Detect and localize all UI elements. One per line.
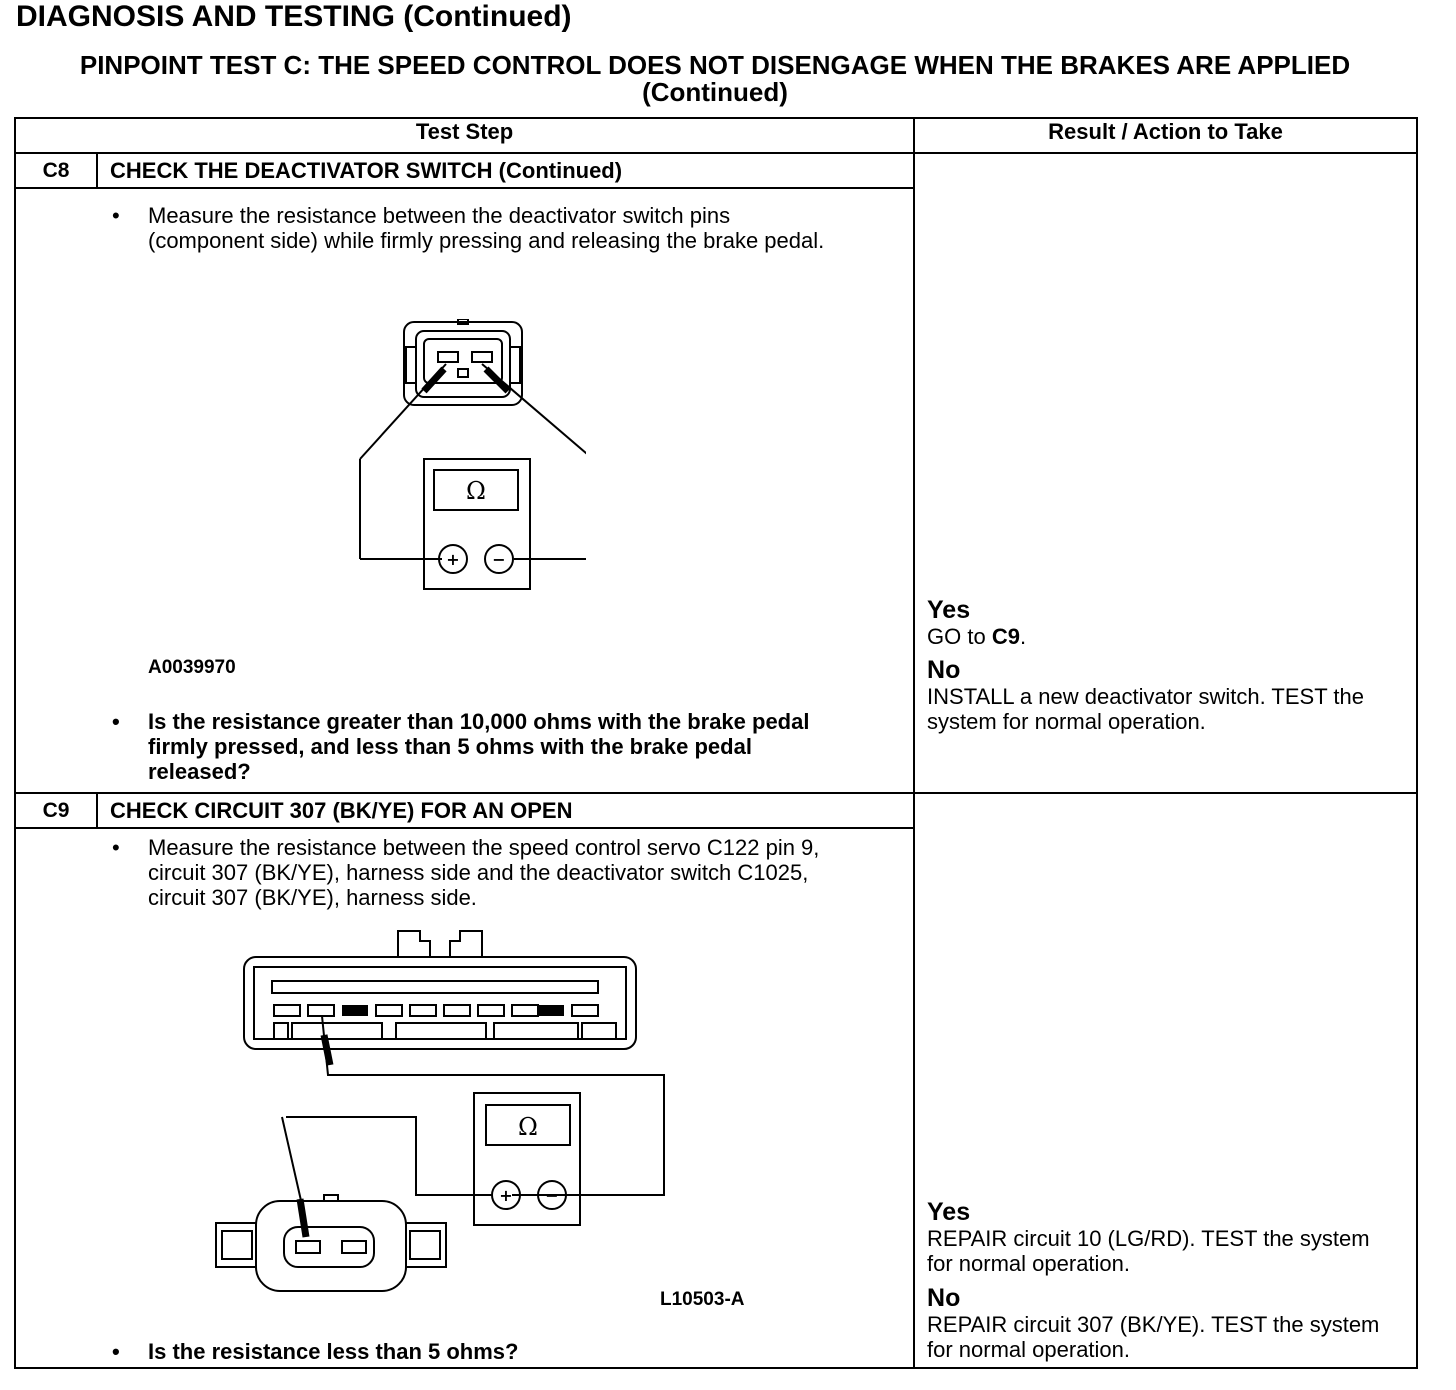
result-no-block <box>927 656 1397 734</box>
servo-lower-slot <box>292 1023 382 1039</box>
step-instruction <box>16 203 848 253</box>
step-instruction <box>16 835 868 910</box>
servo-and-switch-figure <box>212 925 672 1295</box>
deactivator-connector-c1025 <box>256 1201 406 1291</box>
result-no-label: No <box>927 656 961 684</box>
pinpoint-test-table <box>14 117 1418 1369</box>
instruction-text: Measure the resistance between the speed control servo C122 pin 9, circuit 307 (BK/YE), harness side and the deactivator switch C1025, circuit 307 (BK/YE), harness side. <box>148 835 820 910</box>
question-text: Is the resistance less than 5 ohms? <box>148 1339 519 1364</box>
result-yes-action: REPAIR circuit 10 (LG/RD). TEST the system for normal operation. <box>927 1226 1370 1276</box>
instruction-text: Measure the resistance between the deactivator switch pins (component side) while firmly pressing and releasing the brake pedal. <box>148 203 825 253</box>
deactivator-switch-figure <box>336 319 586 604</box>
question-text: Is the resistance greater than 10,000 ohms with the brake pedal firmly pressed, and less than 5 ohms with the brake pedal released? <box>148 709 810 784</box>
table-header-row <box>15 118 1417 153</box>
bullet: • <box>112 835 120 860</box>
servo-pin-filled <box>538 1005 564 1016</box>
ohm-symbol: Ω <box>466 477 486 505</box>
result-yes-label: Yes <box>927 596 971 624</box>
result-yes-block <box>927 596 1026 649</box>
servo-pin <box>512 1005 538 1016</box>
page-title: DIAGNOSIS AND TESTING (Continued) <box>16 0 572 33</box>
step-c9-body-cell <box>15 828 914 1368</box>
figure-label: A0039970 <box>148 657 236 678</box>
step-id: C9 <box>15 793 97 828</box>
servo-pin <box>444 1005 470 1016</box>
result-no-block <box>927 1284 1397 1362</box>
servo-pin-9 <box>308 1005 334 1016</box>
step-heading: CHECK THE DEACTIVATOR SWITCH (Continued) <box>97 153 914 188</box>
connector-outline <box>404 322 522 405</box>
switch-pin-right <box>342 1241 366 1253</box>
test-title-line1: PINPOINT TEST C: THE SPEED CONTROL DOES NOT DISENGAGE WHEN THE BRAKES ARE APPLIED <box>79 50 1351 80</box>
probe-tip-right <box>486 369 508 391</box>
servo-pin <box>376 1005 402 1016</box>
step-c9-heading-row <box>15 793 1417 828</box>
bullet: • <box>112 203 120 228</box>
switch-pin-left <box>296 1241 320 1253</box>
connector-latch-left <box>406 347 416 383</box>
result-yes-action <box>927 624 1026 649</box>
plus-symbol: + <box>499 1186 513 1205</box>
step-c8-heading-row <box>15 153 1417 188</box>
servo-connector-slot <box>272 981 598 993</box>
switch-pin-right <box>472 352 492 362</box>
result-no-action: REPAIR circuit 307 (BK/YE). TEST the system for normal operation. <box>927 1312 1380 1362</box>
step-c9-result-cell <box>914 793 1417 1368</box>
servo-pin <box>410 1005 436 1016</box>
servo-latch-right <box>450 931 482 957</box>
figure-label: L10503-A <box>660 1289 745 1310</box>
step-c8-result-cell <box>914 153 1417 793</box>
step-question <box>16 1339 848 1364</box>
ohm-symbol: Ω <box>518 1113 538 1141</box>
result-yes-block <box>927 1198 1397 1276</box>
minus-symbol: − <box>545 1186 559 1205</box>
switch-key <box>324 1195 338 1201</box>
result-yes-label: Yes <box>927 1198 971 1226</box>
servo-lower-slot <box>396 1023 486 1039</box>
switch-pin-left <box>438 352 458 362</box>
servo-latch-left <box>398 931 430 957</box>
probe-tip-left <box>424 369 444 391</box>
deactivator-cavity <box>284 1227 374 1267</box>
servo-pin <box>274 1005 300 1016</box>
test-title-line2: (Continued) <box>642 77 788 107</box>
servo-lower-slot <box>494 1023 578 1039</box>
yes-action-prefix: GO to <box>927 624 992 649</box>
step-c8-body-cell <box>15 188 914 793</box>
goto-step-link[interactable]: C9 <box>991 624 1020 649</box>
servo-pin-filled <box>342 1005 368 1016</box>
switch-tab-right-inner <box>410 1231 440 1259</box>
servo-connector-face <box>254 967 626 1039</box>
bullet: • <box>112 1339 120 1364</box>
pinpoint-test-title <box>14 52 1416 106</box>
servo-pin <box>478 1005 504 1016</box>
servo-lower-slot <box>582 1023 616 1039</box>
bullet: • <box>112 709 120 734</box>
step-heading: CHECK CIRCUIT 307 (BK/YE) FOR AN OPEN <box>97 793 914 828</box>
plus-symbol: + <box>446 550 460 569</box>
servo-lower-slot <box>274 1023 288 1039</box>
step-question <box>16 709 848 784</box>
minus-symbol: − <box>492 550 506 569</box>
switch-tab-left-inner <box>222 1231 252 1259</box>
servo-pin <box>572 1005 598 1016</box>
wire-switch-to-meter <box>282 1117 492 1205</box>
result-action-header: Result / Action to Take <box>914 118 1417 153</box>
result-no-action: INSTALL a new deactivator switch. TEST the system for normal operation. <box>927 684 1364 734</box>
connector-latch-right <box>510 347 520 383</box>
test-step-header: Test Step <box>15 118 914 153</box>
yes-action-suffix: . <box>1019 624 1027 649</box>
connector-notch <box>458 369 468 377</box>
result-no-label: No <box>927 1284 961 1312</box>
step-id: C8 <box>15 153 97 188</box>
probe-tip-switch <box>300 1199 306 1237</box>
